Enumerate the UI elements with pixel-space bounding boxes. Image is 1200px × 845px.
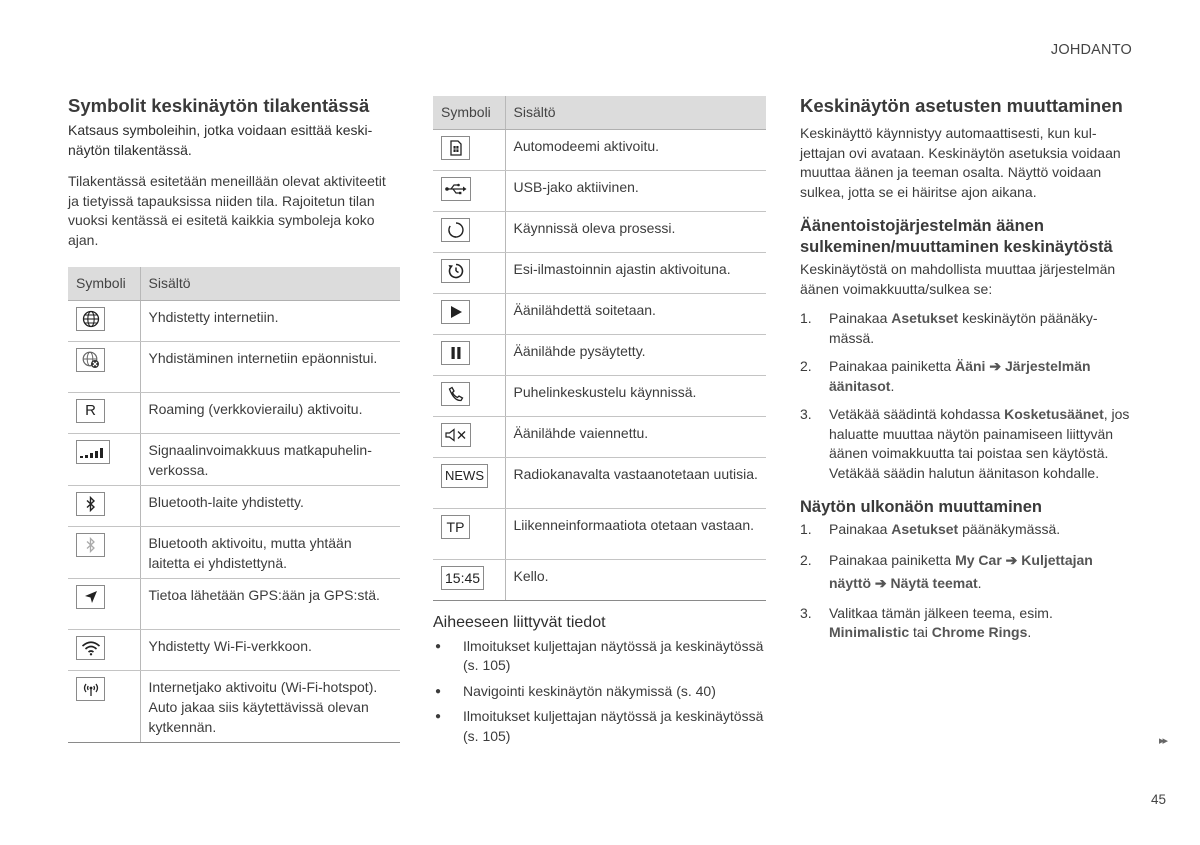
table-cell-text: USB-jako aktiivinen. (505, 170, 766, 211)
clock-icon: 15:45 (441, 566, 484, 590)
sim-modem-icon (441, 136, 470, 160)
chapter-header: JOHDANTO (1050, 42, 1132, 58)
step-item: 1. Painakaa Asetukset keskinäytön päänäkymässä. (800, 310, 1098, 346)
pause-icon (441, 341, 470, 365)
table-row (68, 392, 400, 433)
table-row (433, 334, 766, 375)
globe-error-icon (76, 348, 105, 372)
table-row (433, 293, 766, 334)
table-header-symbol: Symboli (68, 267, 140, 300)
steps-sound (800, 309, 1134, 483)
table-cell-text: Liikenneinformaatiota otetaan vastaan. (505, 508, 766, 559)
table-cell-text: Äänilähde vaiennettu. (505, 416, 766, 457)
table-row (433, 211, 766, 252)
setting-label: Järjestelmän äänitasot (829, 358, 1091, 394)
table-cell-text: Yhdistäminen internetiin epäonnistui. (140, 341, 400, 392)
roaming-icon: R (76, 399, 105, 423)
process-spinner-icon (441, 218, 470, 242)
symbol-table-1 (68, 267, 400, 743)
table-row (433, 375, 766, 416)
setting-label: Kuljettajan näyttö (829, 551, 1093, 591)
setting-label: My Car (955, 551, 1002, 568)
table-row (68, 485, 400, 526)
setting-label: Chrome Rings (931, 624, 1028, 640)
page-number: 45 (1150, 792, 1166, 807)
table-header-content: Sisältö (505, 96, 766, 129)
table-row (433, 129, 766, 170)
table-row (433, 559, 766, 600)
table-row (68, 433, 400, 485)
mute-icon (441, 423, 471, 447)
subsection-title-sound: Äänentoistojärjestelmän äänen sulkeminen/muuttaminen keskinäytöstä (800, 217, 1113, 256)
related-title: Aiheeseen liittyvät tiedot (433, 613, 606, 631)
continue-arrows-icon: ▸▸ (1158, 735, 1166, 747)
column-display-settings (800, 95, 1134, 652)
wifi-icon (76, 636, 105, 660)
table-cell-text: Käynnissä oleva prosessi. (505, 211, 766, 252)
phone-icon (441, 382, 470, 406)
table-cell-text: Signaalinvoimakkuus matkapuhelinverkossa. (140, 433, 400, 485)
section-lead: Katsaus symboleihin, jotka voidaan esittää keskinäytön tilakentässä. (68, 122, 373, 158)
bluetooth-inactive-icon (76, 533, 105, 557)
arrow-right-icon: ➔ (1001, 551, 1022, 568)
hotspot-icon (76, 677, 105, 701)
setting-label: Näytä teemat (890, 574, 978, 591)
arrow-right-icon: ➔ (871, 574, 891, 591)
table-cell-text: Roaming (verkkovierailu) aktivoitu. (140, 392, 400, 433)
symbol-table-2 (433, 96, 766, 601)
table-header-symbol: Symboli (433, 96, 505, 129)
table-row (68, 341, 400, 392)
section-title: Keskinäytön asetusten muuttaminen (800, 95, 1123, 116)
subsection-intro-sound: Keskinäytöstä on mahdollista muuttaa järjestelmän äänen voimakkuutta/sulkea se: (800, 261, 1116, 297)
step-item: 1. Painakaa Asetukset päänäkymässä. (800, 521, 1061, 537)
table-cell-text: Automodeemi aktivoitu. (505, 129, 766, 170)
table-row (68, 526, 400, 578)
table-cell-text: Esi-ilmastoinnin ajastin aktivoituna. (505, 252, 766, 293)
related-link[interactable]: ● Ilmoitukset kuljettajan näytössä ja keskinäytössä (s. 105) (435, 637, 764, 673)
setting-label: Asetukset (891, 521, 959, 537)
step-item: 2. Painakaa painiketta My Car ➔ Kuljettajan näyttö ➔ Näytä teemat. (800, 551, 1093, 591)
column-symbols-intro (68, 95, 400, 743)
table-row (68, 578, 400, 629)
related-link[interactable]: ● Navigointi keskinäytön näkymissä (s. 40) (435, 682, 716, 699)
table-cell-text: Yhdistetty internetiin. (140, 300, 400, 341)
setting-label: Kosketusäänet (1004, 406, 1104, 422)
step-item: 2. Painakaa painiketta Ääni ➔ Järjestelmän äänitasot. (800, 358, 1091, 394)
table-row (68, 670, 400, 742)
table-header-content: Sisältö (140, 267, 400, 300)
subsection-title-appearance: Näytön ulkonäön muuttaminen (800, 498, 1043, 516)
table-row (433, 508, 766, 559)
table-cell-text: Puhelinkeskustelu käynnissä. (505, 375, 766, 416)
table-cell-text: Radiokanavalta vastaanotetaan uutisia. (505, 457, 766, 508)
steps-appearance (800, 520, 1134, 643)
table-cell-text: Kello. (505, 559, 766, 600)
table-cell-text: Äänilähdettä soitetaan. (505, 293, 766, 334)
table-row (433, 252, 766, 293)
setting-label: Ääni (955, 358, 986, 374)
table-row (68, 629, 400, 670)
arrow-right-icon: ➔ (985, 358, 1005, 374)
related-list (433, 637, 766, 747)
traffic-info-icon: TP (441, 515, 470, 539)
setting-label: Asetukset (891, 310, 959, 326)
signal-strength-icon (76, 440, 110, 464)
step-item: 3. Valitkaa tämän jälkeen teema, esim. Minimalistic tai Chrome Rings. (800, 604, 1053, 640)
section-body: Tilakentässä esitetään meneillään olevat aktiviteetit ja tietyissä tapauksissa niiden tila. Rajoitetun tilan vuoksi kentässä ei esitetä kaikkia symboleja koko ajan. (68, 173, 386, 248)
usb-icon (441, 177, 471, 201)
table-row (433, 457, 766, 508)
globe-icon (76, 307, 105, 331)
preconditioning-timer-icon (441, 259, 470, 283)
table-cell-text: Äänilähde pysäytetty. (505, 334, 766, 375)
play-icon (441, 300, 470, 324)
column-symbols-continued (433, 96, 766, 752)
related-link[interactable]: ● Ilmoitukset kuljettajan näytössä ja keskinäytössä (s. 105) (435, 708, 764, 744)
bluetooth-icon (76, 492, 105, 516)
table-row (68, 300, 400, 341)
section-title: Symbolit keskinäytön tilakentässä (68, 95, 370, 116)
table-row (433, 170, 766, 211)
table-cell-text: Internetjako aktivoitu (Wi-Fi-hotspot). Auto jakaa siis käytettävissä olevan kytkennän. (140, 670, 400, 742)
section-intro: Keskinäyttö käynnistyy automaattisesti, kun kuljettajan ovi avataan. Keskinäytön asetuksia voidaan muuttaa äänen ja teeman osalta. Näyttö voidaan sulkea, jotta se ei häiritse ajon aikana. (800, 125, 1121, 200)
news-icon: NEWS (441, 464, 488, 488)
step-item: 3. Vetäkää säädintä kohdassa Kosketusäänet, jos haluatte muuttaa näytön painamiseen liittyvän äänen voimakkuutta tai poistaa sen käytöstä. Vetäkää säädin halutun äänitason kohdalle. (800, 406, 1130, 481)
table-cell-text: Bluetooth-laite yhdistetty. (140, 485, 400, 526)
gps-arrow-icon (76, 585, 105, 609)
table-cell-text: Yhdistetty Wi-Fi-verkkoon. (140, 629, 400, 670)
table-row (433, 416, 766, 457)
table-cell-text: Bluetooth aktivoitu, mutta yhtään laitetta ei yhdistettynä. (140, 526, 400, 578)
setting-label: Minimalistic (829, 624, 910, 640)
table-cell-text: Tietoa lähetään GPS:ään ja GPS:stä. (140, 578, 400, 629)
